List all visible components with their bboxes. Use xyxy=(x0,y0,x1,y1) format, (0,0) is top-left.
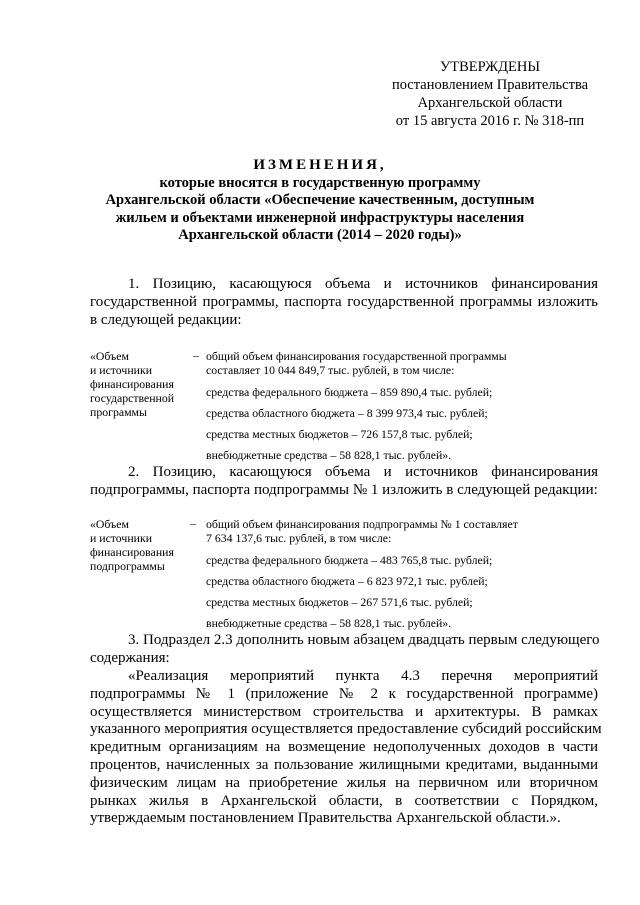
paragraph-4 xyxy=(90,668,602,828)
title-heading: ИЗМЕНЕНИЯ, xyxy=(253,157,387,173)
table-2-row: общий объем финансирования подпрограммы № 1 составляет xyxy=(206,517,518,531)
table-2-row: средства местных бюджетов – 267 571,6 тыс. рублей; xyxy=(206,595,473,609)
title-line-3: жильем и объектами инженерной инфраструктуры населения xyxy=(115,209,525,226)
table-1-label-line: финансирования xyxy=(90,377,174,391)
table-2-dash: – xyxy=(190,516,196,530)
approval-line-1: УТВЕРЖДЕНЫ xyxy=(439,59,541,75)
title-line-4: Архангельской области (2014 – 2020 годы)» xyxy=(178,227,462,243)
document-title xyxy=(0,157,640,245)
approval-line-2: постановлением Правительства xyxy=(391,77,589,93)
table-1-label xyxy=(90,349,174,419)
paragraph-4-line: «Реализация мероприятий пункта 4.3 перечня мероприятий xyxy=(128,668,598,684)
table-2-row: средства областного бюджета – 6 823 972,1 тыс. рублей; xyxy=(206,574,488,588)
paragraph-4-line: физическим лицам на приобретение жилья на первичном или вторичном xyxy=(90,774,598,791)
paragraph-2-line: 2. Позицию, касающуюся объема и источников финансирования xyxy=(128,464,598,480)
table-1-row: составляет 10 044 849,7 тыс. рублей, в том числе: xyxy=(206,363,455,377)
paragraph-2-line: подпрограммы, паспорта подпрограммы № 1 изложить в следующей редакции: xyxy=(90,481,598,498)
table-2-row: 7 634 137,6 тыс. рублей, в том числе: xyxy=(206,531,392,545)
paragraph-4-line: подпрограммы № 1 (приложение № 2 к государственной программе) xyxy=(90,685,598,702)
table-1-row: средства федерального бюджета – 859 890,4 тыс. рублей; xyxy=(206,385,493,399)
approval-stamp xyxy=(380,58,600,130)
table-2-label-line: финансирования xyxy=(90,545,174,559)
paragraph-3-line: содержания: xyxy=(90,649,170,666)
table-2-row: внебюджетные средства – 58 828,1 тыс. рублей». xyxy=(206,616,452,630)
table-1-row: внебюджетные средства – 58 828,1 тыс. рублей». xyxy=(206,448,452,462)
table-1-row: средства областного бюджета – 8 399 973,4 тыс. рублей; xyxy=(206,406,488,420)
paragraph-1-line: в следующей редакции: xyxy=(90,311,242,328)
paragraph-4-line: осуществляется министерством строительства и архитектуры. В рамках xyxy=(90,703,598,720)
table-1-row: средства местных бюджетов – 726 157,8 тыс. рублей; xyxy=(206,427,473,441)
paragraph-4-line: кредитным организациям на возмещение недополученных доходов в части xyxy=(90,739,598,756)
table-1-row: общий объем финансирования государственной программы xyxy=(206,349,507,363)
paragraph-4-line: указанного мероприятия осуществляется предоставление субсидий российским xyxy=(90,721,602,738)
paragraph-4-line: утверждаемым постановлением Правительства Архангельской области.». xyxy=(90,810,561,827)
paragraph-3 xyxy=(90,632,598,668)
table-1-dash: – xyxy=(193,348,199,362)
approval-line-3: Архангельской области xyxy=(417,95,563,111)
title-line-2: Архангельской области «Обеспечение качественным, доступным xyxy=(105,192,535,208)
paragraph-4-line: процентов, начисленных за пользование жилищными кредитами, выданными xyxy=(90,756,598,773)
approval-line-4: от 15 августа 2016 г. № 318-пп xyxy=(395,113,585,129)
table-2-label-line: и источники xyxy=(90,531,153,545)
paragraph-4-line: рынках жилья в Архангельской области, в соответствии с Порядком, xyxy=(90,792,598,809)
table-2-label xyxy=(90,517,174,573)
paragraph-2 xyxy=(90,464,598,500)
title-line-1: которые вносятся в государственную программу xyxy=(159,174,481,191)
table-2-row: средства федерального бюджета – 483 765,8 тыс. рублей; xyxy=(206,553,493,567)
table-1-label-line: «Объем xyxy=(90,349,129,363)
paragraph-1-line: 1. Позицию, касающуюся объема и источников финансирования xyxy=(128,276,598,292)
table-2-label-line: подпрограммы xyxy=(90,559,165,573)
paragraph-3-line: 3. Подраздел 2.3 дополнить новым абзацем двадцать первым следующего xyxy=(128,632,600,648)
paragraph-1 xyxy=(90,276,598,329)
table-1-label-line: государственной xyxy=(90,391,175,405)
table-1-label-line: программы xyxy=(90,405,147,419)
paragraph-1-line: государственной программы, паспорта государственной программы изложить xyxy=(90,293,598,310)
table-1-label-line: и источники xyxy=(90,363,153,377)
table-2-label-line: «Объем xyxy=(90,517,129,531)
